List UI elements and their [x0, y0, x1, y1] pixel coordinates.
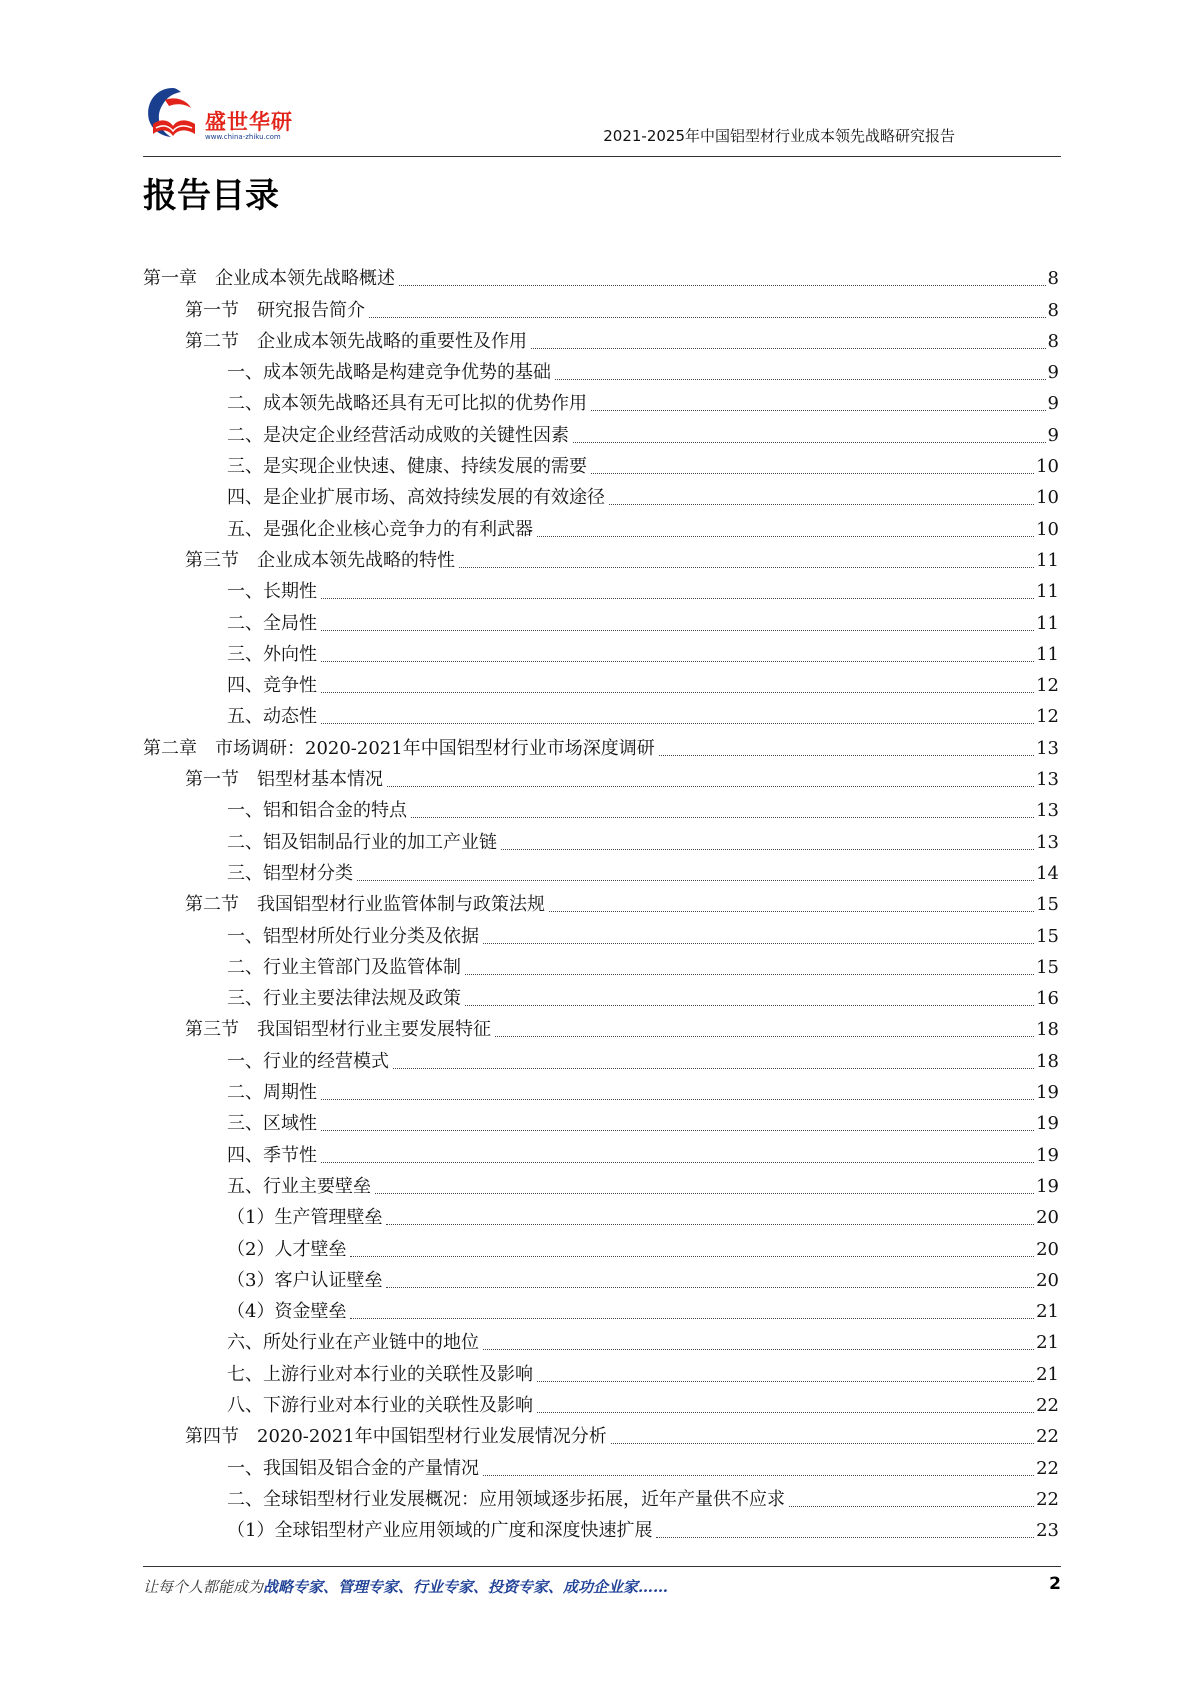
- toc-entry-text: 二、行业主管部门及监管体制: [227, 956, 461, 978]
- toc-entry[interactable]: [143, 1168, 1059, 1199]
- toc-entry[interactable]: [143, 667, 1059, 698]
- toc-dot-leader: [573, 442, 1046, 443]
- toc-entry[interactable]: [143, 1074, 1059, 1105]
- toc-entry[interactable]: [143, 1512, 1059, 1543]
- toc-entry-text: 二、全局性: [227, 612, 317, 634]
- toc-dot-leader: [483, 1349, 1034, 1350]
- toc-dot-leader: [386, 1224, 1034, 1225]
- toc-entry-page: 18: [1036, 1019, 1059, 1041]
- toc-entry[interactable]: [143, 573, 1059, 604]
- toc-entry-page: 11: [1036, 612, 1059, 634]
- footer-slogan-emphasis: 战略专家、管理专家、行业专家、投资专家、成功企业家……: [263, 1578, 669, 1596]
- toc-entry-page: 15: [1036, 894, 1059, 916]
- toc-entry-text: 八、下游行业对本行业的关联性及影响: [227, 1394, 533, 1416]
- toc-dot-leader: [321, 1130, 1034, 1131]
- toc-entry[interactable]: [143, 1324, 1059, 1355]
- toc-entry[interactable]: [143, 291, 1059, 322]
- toc-entry[interactable]: [143, 823, 1059, 854]
- toc-entry-page: 13: [1036, 800, 1059, 822]
- toc-entry[interactable]: [143, 1481, 1059, 1512]
- toc-entry-page: 19: [1036, 1082, 1059, 1104]
- toc-dot-leader: [591, 410, 1046, 411]
- toc-dot-leader: [789, 1506, 1034, 1507]
- toc-entry-text: 五、行业主要壁垒: [227, 1175, 371, 1197]
- toc-entry[interactable]: [143, 1449, 1059, 1480]
- toc-entry-text: 第一节 研究报告简介: [185, 299, 365, 321]
- toc-dot-leader: [501, 849, 1034, 850]
- toc-entry-page: 13: [1036, 831, 1059, 853]
- toc-entry[interactable]: [143, 636, 1059, 667]
- toc-entry-text: 第一节 铝型材基本情况: [185, 769, 383, 791]
- toc-dot-leader: [483, 943, 1034, 944]
- toc-entry-text: 第四节 2020-2021年中国铝型材行业发展情况分析: [185, 1426, 607, 1448]
- toc-entry-page: 22: [1036, 1488, 1059, 1510]
- toc-entry-page: 12: [1036, 706, 1059, 728]
- toc-dot-leader: [656, 1537, 1034, 1538]
- toc-dot-leader: [459, 567, 1034, 568]
- toc-entry[interactable]: [143, 542, 1059, 573]
- toc-entry-text: 三、外向性: [227, 643, 317, 665]
- toc-dot-leader: [387, 786, 1034, 787]
- toc-entry-text: 三、是实现企业快速、健康、持续发展的需要: [227, 456, 587, 478]
- footer-slogan: [143, 1576, 668, 1597]
- toc-entry[interactable]: [143, 729, 1059, 760]
- toc-entry[interactable]: [143, 1387, 1059, 1418]
- footer-divider: [143, 1566, 1061, 1567]
- toc-entry-text: 三、铝型材分类: [227, 862, 353, 884]
- toc-entry-text: 一、长期性: [227, 581, 317, 603]
- toc-dot-leader: [537, 1381, 1034, 1382]
- toc-entry-page: 22: [1036, 1394, 1059, 1416]
- toc-entry[interactable]: [143, 510, 1059, 541]
- toc-entry-text: 二、全球铝型材行业发展概况：应用领域逐步拓展，近年产量供不应求: [227, 1488, 785, 1510]
- toc-dot-leader: [609, 504, 1034, 505]
- toc-entry-page: 20: [1036, 1238, 1059, 1260]
- toc-entry-text: 七、上游行业对本行业的关联性及影响: [227, 1363, 533, 1385]
- toc-dot-leader: [659, 755, 1034, 756]
- toc-entry-text: 一、行业的经营模式: [227, 1050, 389, 1072]
- toc-entry-text: （4）资金壁垒: [227, 1301, 347, 1323]
- toc-entry-page: 19: [1036, 1175, 1059, 1197]
- page-title: 报告目录: [143, 176, 279, 216]
- toc-entry-page: 15: [1036, 925, 1059, 947]
- toc-dot-leader: [537, 536, 1034, 537]
- toc-entry-page: 10: [1036, 487, 1059, 509]
- toc-entry-text: 三、区域性: [227, 1113, 317, 1135]
- toc-entry-text: 四、竞争性: [227, 675, 317, 697]
- toc-entry[interactable]: [143, 949, 1059, 980]
- toc-entry-page: 9: [1047, 362, 1059, 384]
- logo-name: 盛世华研: [205, 110, 293, 134]
- toc-dot-leader: [321, 1099, 1034, 1100]
- toc-dot-leader: [369, 317, 1046, 318]
- toc-entry-page: 15: [1036, 956, 1059, 978]
- footer-slogan-prefix: 让每个人都能成为: [143, 1578, 264, 1596]
- toc-entry-page: 9: [1047, 393, 1059, 415]
- toc-entry-text: 二、铝及铝制品行业的加工产业链: [227, 831, 497, 853]
- toc-dot-leader: [537, 1412, 1034, 1413]
- toc-entry-text: 第一章 企业成本领先战略概述: [143, 268, 395, 290]
- toc-entry-text: 一、铝和铝合金的特点: [227, 800, 407, 822]
- toc-entry-page: 13: [1036, 769, 1059, 791]
- page-number: 2: [1049, 1574, 1061, 1594]
- toc-entry[interactable]: [143, 385, 1059, 416]
- toc-dot-leader: [393, 1068, 1034, 1069]
- header-divider: [143, 156, 1061, 157]
- toc-entry-page: 19: [1036, 1113, 1059, 1135]
- toc-dot-leader: [549, 911, 1034, 912]
- toc-dot-leader: [555, 379, 1046, 380]
- toc-entry-text: 一、我国铝及铝合金的产量情况: [227, 1457, 479, 1479]
- toc-entry-text: （1）全球铝型材产业应用领域的广度和深度快速扩展: [227, 1520, 653, 1542]
- logo-url: www.china-zhiku.com: [205, 133, 281, 141]
- toc-entry-text: 三、行业主要法律法规及政策: [227, 988, 461, 1010]
- toc-dot-leader: [483, 1475, 1034, 1476]
- toc-entry[interactable]: [143, 761, 1059, 792]
- toc-dot-leader: [321, 1162, 1034, 1163]
- toc-entry-text: 五、是强化企业核心竞争力的有利武器: [227, 518, 533, 540]
- page-header: [0, 0, 1191, 160]
- toc-dot-leader: [350, 1256, 1034, 1257]
- toc-entry-text: 第二节 企业成本领先战略的重要性及作用: [185, 330, 527, 352]
- toc-entry-page: 18: [1036, 1050, 1059, 1072]
- toc-entry[interactable]: [143, 1105, 1059, 1136]
- toc-entry-page: 8: [1047, 268, 1059, 290]
- toc-entry[interactable]: [143, 354, 1059, 385]
- toc-entry[interactable]: [143, 917, 1059, 948]
- toc-entry-text: 二、周期性: [227, 1082, 317, 1104]
- toc-entry[interactable]: [143, 604, 1059, 635]
- toc-dot-leader: [321, 661, 1034, 662]
- toc-entry-page: 10: [1036, 518, 1059, 540]
- toc-dot-leader: [611, 1443, 1034, 1444]
- toc-entry[interactable]: [143, 792, 1059, 823]
- toc-entry-page: 9: [1047, 424, 1059, 446]
- toc-entry-text: 第三节 我国铝型材行业主要发展特征: [185, 1019, 491, 1041]
- toc-entry-page: 13: [1036, 737, 1059, 759]
- report-title: 2021-2025年中国铝型材行业成本领先战略研究报告: [603, 127, 955, 145]
- toc-entry-text: 二、是决定企业经营活动成败的关键性因素: [227, 424, 569, 446]
- toc-entry-text: 第三节 企业成本领先战略的特性: [185, 549, 455, 571]
- toc-entry-text: 第二章 市场调研：2020-2021年中国铝型材行业市场深度调研: [143, 737, 655, 759]
- company-logo: [143, 82, 318, 150]
- toc-entry[interactable]: [143, 448, 1059, 479]
- toc-entry-page: 11: [1036, 643, 1059, 665]
- toc-entry-page: 11: [1036, 581, 1059, 603]
- toc-dot-leader: [375, 1193, 1034, 1194]
- toc-entry[interactable]: [143, 886, 1059, 917]
- toc-dot-leader: [386, 1287, 1034, 1288]
- open-book-swoosh-logo-icon: [143, 82, 203, 146]
- toc-entry-page: 23: [1036, 1520, 1059, 1542]
- toc-entry-text: 四、是企业扩展市场、高效持续发展的有效途径: [227, 487, 605, 509]
- toc-entry[interactable]: [143, 1418, 1059, 1449]
- toc-entry[interactable]: [143, 1011, 1059, 1042]
- toc-entry-page: 11: [1036, 549, 1059, 571]
- toc-entry-page: 12: [1036, 675, 1059, 697]
- toc-dot-leader: [321, 598, 1034, 599]
- toc-entry[interactable]: [143, 1293, 1059, 1324]
- toc-dot-leader: [321, 692, 1034, 693]
- toc-entry-page: 8: [1047, 299, 1059, 321]
- toc-dot-leader: [399, 285, 1046, 286]
- toc-entry[interactable]: [143, 1042, 1059, 1073]
- toc-entry-text: （3）客户认证壁垒: [227, 1269, 383, 1291]
- toc-entry-text: 四、季节性: [227, 1144, 317, 1166]
- toc-entry-page: 22: [1036, 1457, 1059, 1479]
- toc-dot-leader: [321, 630, 1034, 631]
- toc-entry[interactable]: [143, 479, 1059, 510]
- toc-entry-text: 二、成本领先战略还具有无可比拟的优势作用: [227, 393, 587, 415]
- toc-entry[interactable]: [143, 980, 1059, 1011]
- toc-dot-leader: [591, 473, 1034, 474]
- toc-entry-text: 一、铝型材所处行业分类及依据: [227, 925, 479, 947]
- toc-dot-leader: [321, 723, 1034, 724]
- toc-entry-text: 第二节 我国铝型材行业监管体制与政策法规: [185, 894, 545, 916]
- toc-entry-text: 五、动态性: [227, 706, 317, 728]
- toc-dot-leader: [465, 1005, 1034, 1006]
- toc-entry-page: 22: [1036, 1426, 1059, 1448]
- toc-dot-leader: [531, 348, 1046, 349]
- toc-entry[interactable]: [143, 698, 1059, 729]
- toc-dot-leader: [350, 1318, 1034, 1319]
- toc-dot-leader: [357, 880, 1034, 881]
- toc-entry[interactable]: [143, 1230, 1059, 1261]
- toc-entry[interactable]: [143, 1136, 1059, 1167]
- toc-entry-page: 10: [1036, 456, 1059, 478]
- toc-entry[interactable]: [143, 1262, 1059, 1293]
- toc-entry[interactable]: [143, 1355, 1059, 1386]
- toc-entry-page: 20: [1036, 1269, 1059, 1291]
- toc-dot-leader: [465, 974, 1034, 975]
- toc-entry-page: 8: [1047, 330, 1059, 352]
- toc-entry-page: 21: [1036, 1332, 1059, 1354]
- toc-entry-page: 16: [1036, 988, 1059, 1010]
- toc-entry[interactable]: [143, 260, 1059, 291]
- toc-entry-text: （1）生产管理壁垒: [227, 1207, 383, 1229]
- toc-entry-page: 20: [1036, 1207, 1059, 1229]
- toc-entry-text: 一、成本领先战略是构建竞争优势的基础: [227, 362, 551, 384]
- toc-entry[interactable]: [143, 323, 1059, 354]
- toc-entry[interactable]: [143, 1199, 1059, 1230]
- toc-entry-text: （2）人才壁垒: [227, 1238, 347, 1260]
- toc-entry[interactable]: [143, 416, 1059, 447]
- toc-entry-page: 21: [1036, 1301, 1059, 1323]
- toc-entry-page: 14: [1036, 862, 1059, 884]
- toc-dot-leader: [495, 1036, 1034, 1037]
- toc-entry[interactable]: [143, 855, 1059, 886]
- toc-entry-text: 六、所处行业在产业链中的地位: [227, 1332, 479, 1354]
- table-of-contents: [143, 260, 1059, 1543]
- toc-dot-leader: [411, 817, 1034, 818]
- toc-entry-page: 19: [1036, 1144, 1059, 1166]
- toc-entry-page: 21: [1036, 1363, 1059, 1385]
